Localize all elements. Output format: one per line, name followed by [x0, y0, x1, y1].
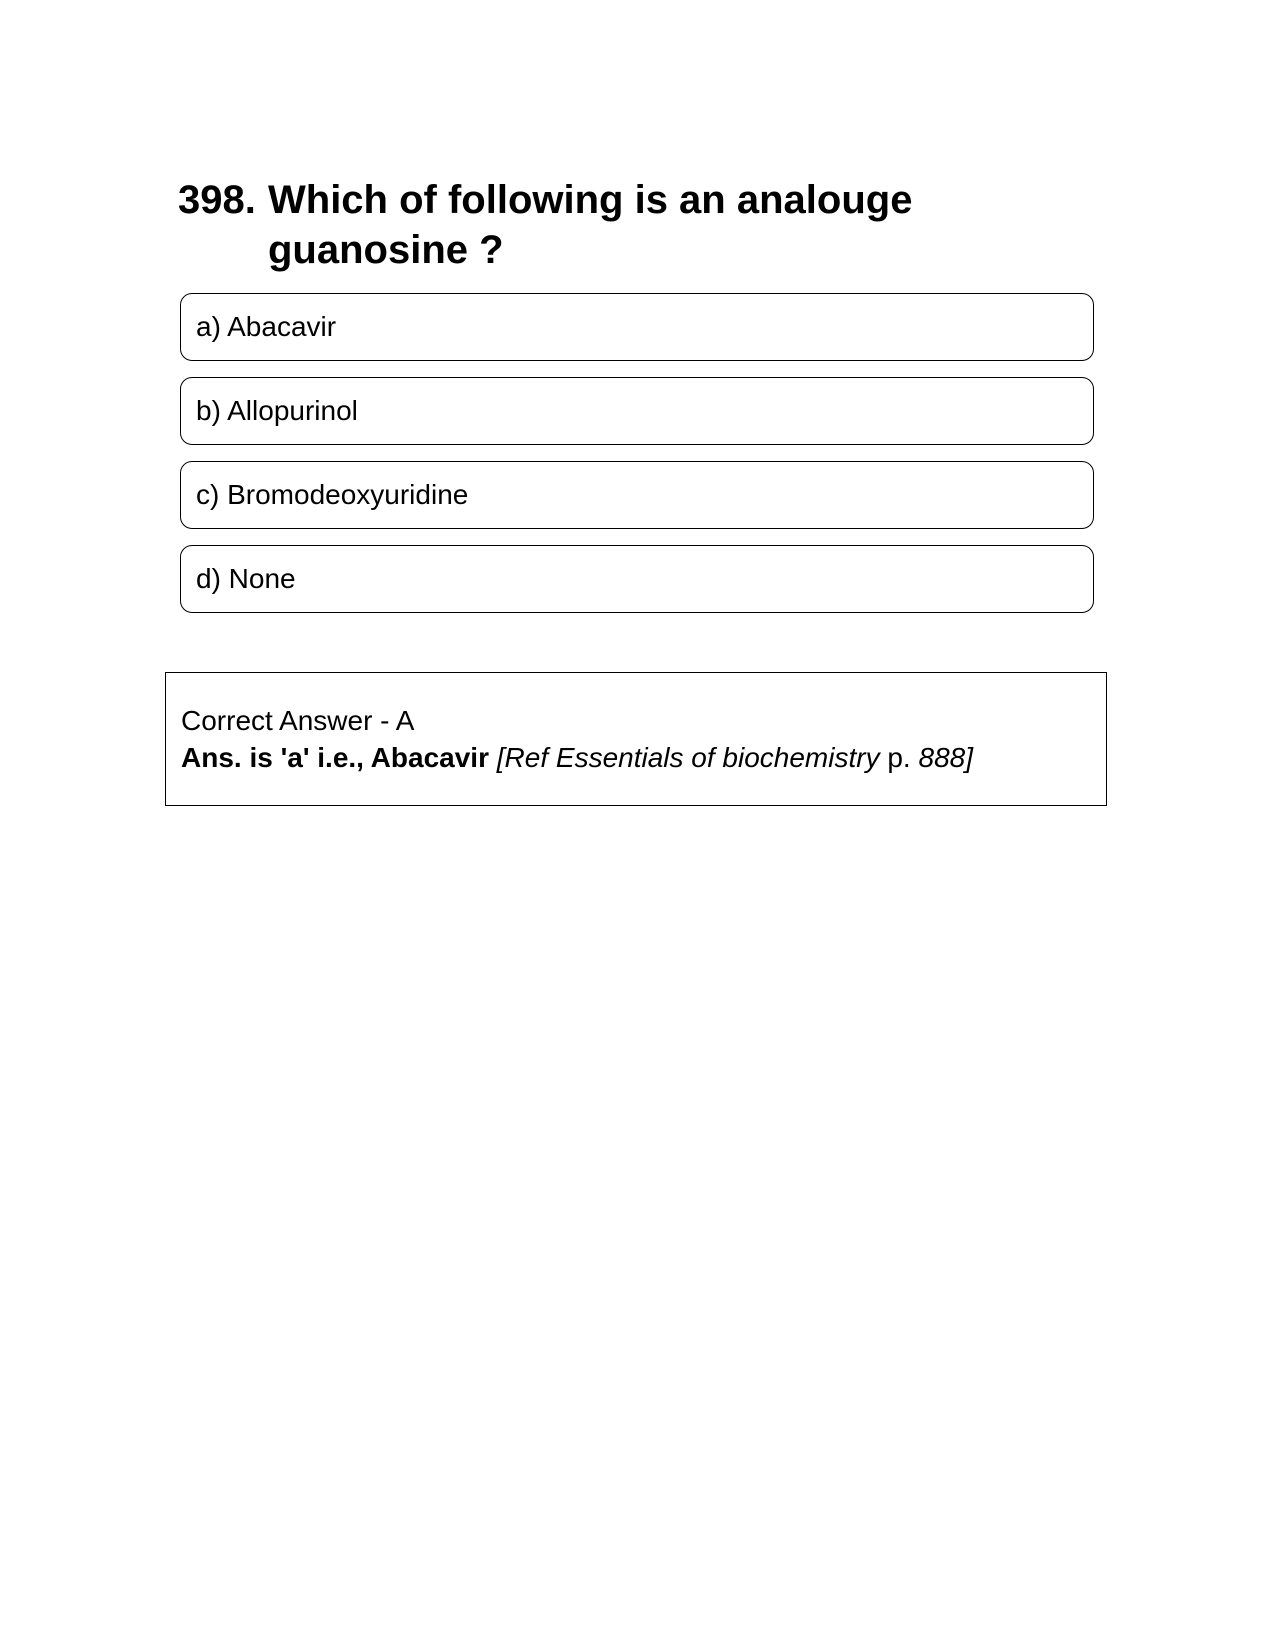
option-b[interactable]: b) Allopurinol: [180, 377, 1094, 445]
reference-page-label: p.: [887, 742, 911, 773]
option-a[interactable]: a) Abacavir: [180, 293, 1094, 361]
question: [178, 175, 1078, 275]
answer-box: [165, 672, 1107, 806]
answer-explanation-bold: Ans. is 'a' i.e., Abacavir: [181, 742, 489, 773]
question-text: Which of following is an analouge guanosine ?: [268, 178, 913, 272]
reference-page-number: 888]: [918, 742, 973, 773]
correct-answer-line: Correct Answer - A: [181, 705, 415, 736]
options-list: [180, 293, 1094, 629]
reference-source: [Ref Essentials of biochemistry: [496, 742, 880, 773]
question-number: 398.: [178, 178, 256, 222]
answer-explanation: [181, 739, 1091, 776]
option-d[interactable]: d) None: [180, 545, 1094, 613]
option-c[interactable]: c) Bromodeoxyuridine: [180, 461, 1094, 529]
